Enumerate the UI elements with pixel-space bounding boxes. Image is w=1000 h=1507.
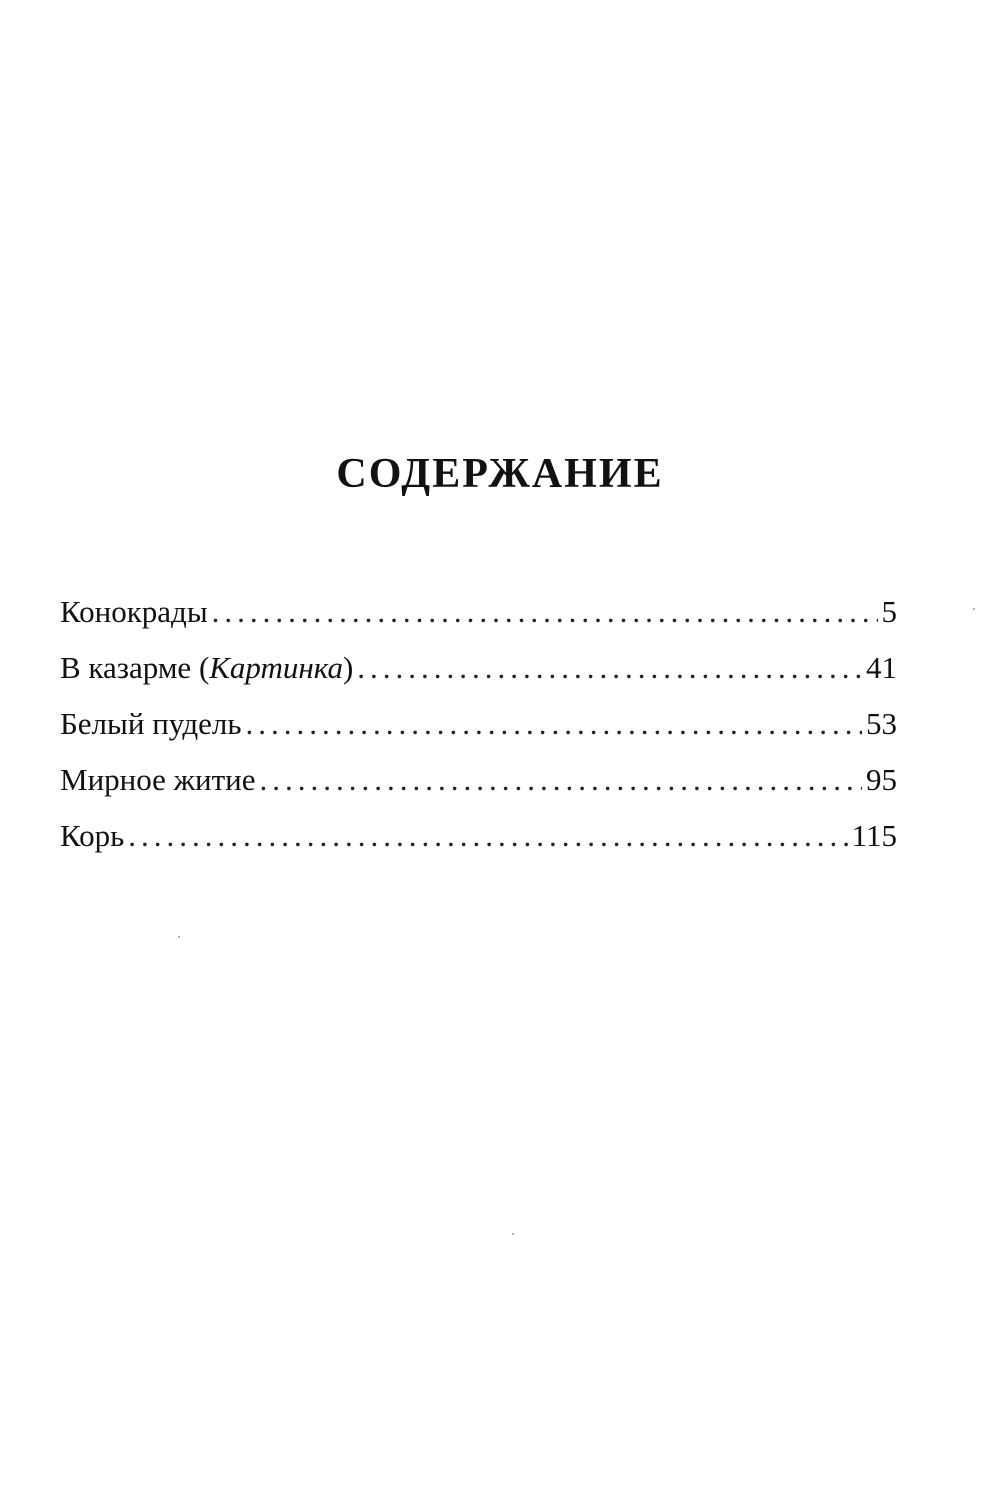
dot-leader <box>357 640 862 696</box>
toc-entry-title: Корь <box>60 818 125 853</box>
toc-entry-subtitle-close: ) <box>342 650 354 685</box>
toc-entry-subtitle: Картинка <box>209 650 343 685</box>
dot-leader <box>245 696 862 752</box>
toc-entry <box>60 640 897 696</box>
toc-entry-page: 41 <box>866 650 897 685</box>
toc-entry-page: 53 <box>866 706 897 741</box>
dot-leader <box>212 584 878 640</box>
dot-leader <box>128 808 847 864</box>
toc-entry-title: Конокрады <box>60 594 208 629</box>
toc-entry-page: 115 <box>851 818 897 853</box>
toc-entry-page: 5 <box>881 594 897 629</box>
toc-entry-label <box>60 696 241 752</box>
paper-speck <box>973 608 975 610</box>
toc-entry-title: В казарме <box>60 650 199 685</box>
toc-entry-label <box>60 808 124 864</box>
toc-heading: СОДЕРЖАНИЕ <box>336 451 664 497</box>
toc-entry-subtitle-open: ( <box>198 650 210 685</box>
toc-entry-title: Мирное житие <box>60 762 256 797</box>
toc-entry-title: Белый пудель <box>60 706 242 741</box>
dot-leader <box>260 752 862 808</box>
paper-speck <box>178 936 180 938</box>
toc-entry <box>60 696 897 752</box>
toc-entry <box>60 584 897 640</box>
toc-list <box>60 584 897 864</box>
toc-entry-label <box>60 752 256 808</box>
toc-entry-label <box>60 584 208 640</box>
paper-speck <box>512 1233 514 1235</box>
toc-entry <box>60 808 897 864</box>
toc-entry <box>60 752 897 808</box>
toc-entry-label <box>60 640 353 696</box>
toc-entry-page: 95 <box>866 762 897 797</box>
